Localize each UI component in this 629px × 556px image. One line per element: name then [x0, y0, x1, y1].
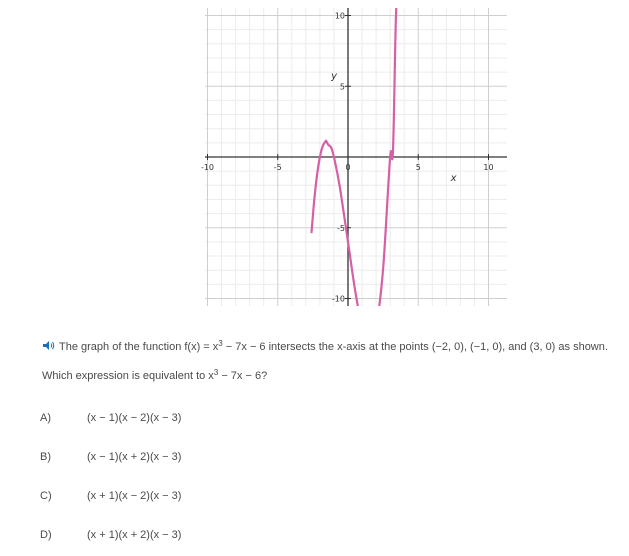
prompt-text-a: Which expression is equivalent to x	[42, 370, 214, 382]
choice-letter: C)	[40, 490, 52, 502]
y-axis-label: y	[331, 71, 338, 83]
question-prompt	[42, 368, 267, 384]
x-tick-label: -5	[273, 163, 282, 172]
choice-expression: (x − 1)(x − 2)(x − 3)	[87, 412, 182, 424]
choice-letter: A)	[40, 412, 51, 424]
x-tick-label: 0	[345, 163, 351, 172]
x-tick-label: 10	[483, 163, 494, 172]
choice-letter: B)	[40, 451, 51, 463]
x-tick-label: 5	[415, 163, 421, 172]
choice-letter: D)	[40, 529, 52, 541]
choice-expression: (x + 1)(x − 2)(x − 3)	[87, 490, 182, 502]
x-tick-label: -10	[200, 163, 215, 172]
function-curve	[311, 0, 398, 320]
question-text-b: − 7x − 6 intersects the x-axis at the points (−2, 0), (−1, 0), and (3, 0) as shown.	[222, 341, 608, 353]
speaker-icon[interactable]	[42, 340, 57, 351]
question-exponent: 3	[218, 339, 223, 348]
prompt-exponent: 3	[213, 368, 219, 377]
y-tick-label: -10	[331, 294, 345, 304]
question-text-a: The graph of the function f(x) = x	[59, 341, 219, 353]
curve-group	[311, 0, 398, 320]
choice-expression: (x + 1)(x + 2)(x − 3)	[87, 529, 182, 541]
choice-expression: (x − 1)(x + 2)(x − 3)	[87, 451, 182, 463]
y-tick-label: 5	[339, 82, 345, 92]
y-tick-label: -5	[337, 223, 345, 233]
prompt-text-b: − 7x − 6?	[218, 370, 268, 382]
axes	[205, 8, 507, 306]
x-axis-label: x	[450, 173, 457, 184]
question-text	[42, 339, 622, 355]
y-tick-label: 10	[334, 11, 345, 21]
